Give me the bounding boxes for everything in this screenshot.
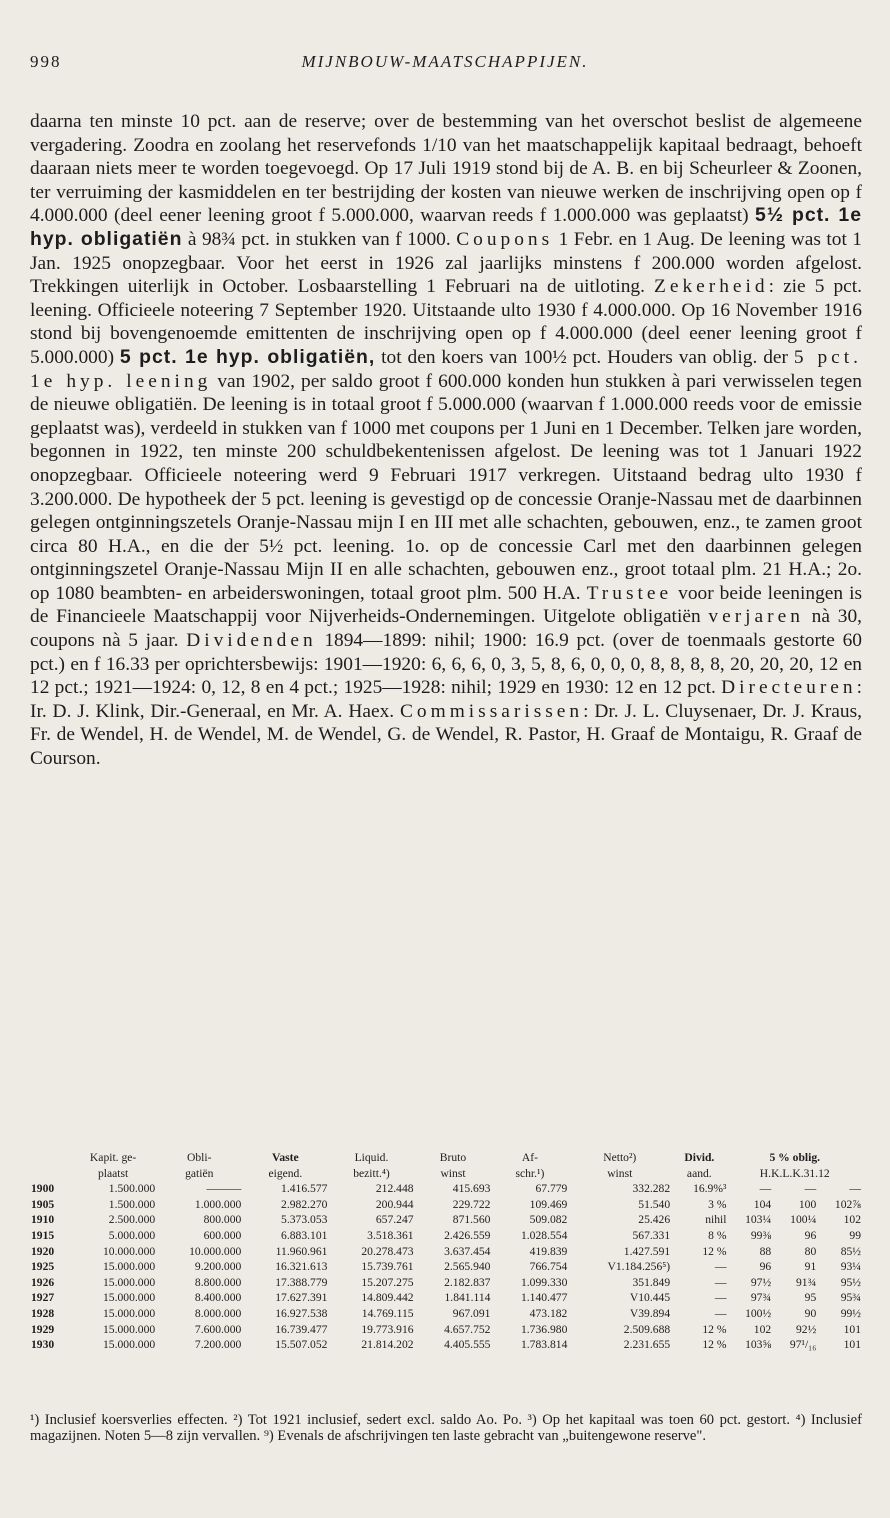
column-header: Netto²)	[603, 1151, 637, 1164]
spaced-term: Zekerheid	[654, 276, 769, 298]
table-cell: ———	[206, 1182, 242, 1196]
loan-heading: 5 pct. 1e hyp. obligatiën,	[119, 345, 376, 368]
column-header: Divid.	[684, 1151, 715, 1164]
spaced-term: Commissarissen	[399, 700, 584, 722]
table-cell: 3.637.454	[444, 1244, 491, 1258]
row-year: 1900	[31, 1182, 55, 1196]
table-cell: 16.739.477	[275, 1322, 328, 1336]
table-cell: 85½	[840, 1244, 861, 1258]
table-cell: 96	[759, 1260, 772, 1274]
table-cell: 967.091	[452, 1306, 491, 1320]
table-cell: 2.565.940	[444, 1260, 491, 1274]
table-cell: 7.600.000	[194, 1322, 242, 1336]
text-run: : Ir. D. J. Klink, Dir.-Generaal, en Mr. A. Haex.	[30, 677, 862, 722]
text-run: voor beide leeningen is de Financieele Maatschappij voor Nijverheids-Ondernemingen. Uitgelote obligatiën	[30, 582, 863, 628]
table-cell: 2.231.655	[623, 1338, 671, 1352]
column-header: eigend.	[268, 1166, 303, 1180]
table-cell: 96	[804, 1228, 817, 1242]
table-row	[30, 1228, 862, 1244]
table-cell: 14.809.442	[361, 1291, 414, 1305]
column-header: 5 % oblig.	[769, 1151, 821, 1164]
table-cell: 51.540	[638, 1197, 671, 1211]
table-cell: 10.000.000	[189, 1244, 242, 1258]
table-cell: 351.849	[632, 1275, 671, 1289]
text-run: à 98¾ pct. in stukken van f 1000.	[182, 228, 457, 250]
table-cell: 16.321.613	[275, 1260, 328, 1274]
row-year: 1930	[31, 1338, 55, 1352]
page-number: 998	[30, 52, 62, 71]
table-row	[30, 1337, 862, 1353]
table-cell: 6.883.101	[281, 1228, 328, 1242]
table-cell: —	[714, 1260, 727, 1274]
table-row	[30, 1322, 862, 1338]
table-cell: 11.960.961	[275, 1244, 328, 1258]
table-cell: 4.657.752	[444, 1322, 491, 1336]
text-run: 1 Febr. en 1 Aug. De leening was tot 1 Jan. 1925 onopzegbaar. Voor het eerst in 1926 zal jaarlijks minstens f 200.000 worden afgelost. Trekkingen uiterlijk in October. Losbaarstelling 1 Februari na de uitloting.	[30, 228, 862, 298]
table-cell: 15.207.275	[361, 1275, 414, 1289]
table-cell: 103⅝	[745, 1338, 772, 1352]
table-cell: 15.739.761	[361, 1260, 414, 1274]
column-header: Obli-	[186, 1151, 212, 1164]
table-cell: 100½	[745, 1306, 772, 1320]
table-cell: 16.927.538	[275, 1306, 328, 1320]
table-cell: 567.331	[632, 1228, 671, 1242]
footnote-text: ¹) Inclusief koersverlies effecten. ²) Tot 1921 inclusief, sedert excl. saldo Ao. Po. ³) Op het kapitaal was toen 60 pct. gestort. ⁴) Inclusief magazijnen. Noten 5—8 zijn vervallen. ⁹) Evenals de afschrijvingen ten laste gebracht van „buitengewone reserve".	[30, 1412, 862, 1444]
table-cell: 1.500.000	[108, 1182, 156, 1196]
table-cell: 415.693	[452, 1182, 491, 1196]
table-row	[30, 1212, 862, 1228]
table-cell: 15.000.000	[103, 1306, 156, 1320]
spaced-term: Directeuren	[721, 677, 857, 699]
table-cell: 12 %	[702, 1244, 727, 1258]
table-cell: V39.894	[629, 1306, 671, 1320]
table-row	[30, 1197, 862, 1213]
table-cell: 95¾	[840, 1291, 861, 1305]
table-cell: —	[714, 1275, 727, 1289]
table-cell: 3.518.361	[367, 1228, 414, 1242]
table-cell: 100	[798, 1197, 817, 1211]
table-cell: 12 %	[702, 1338, 727, 1352]
table-row	[30, 1290, 862, 1306]
column-header: winst	[440, 1166, 466, 1180]
column-header: H.K.L.K.31.12	[759, 1166, 830, 1180]
table-cell: 90	[804, 1306, 817, 1320]
table-cell: 2.500.000	[108, 1213, 156, 1227]
table-cell: 332.282	[632, 1182, 671, 1196]
table-body	[30, 1181, 862, 1353]
table-cell: —	[759, 1182, 772, 1196]
table-cell: 871.560	[452, 1213, 491, 1227]
table-cell: 95	[804, 1291, 817, 1305]
table-cell: 100¼	[790, 1213, 817, 1227]
text-run: : zie 5 pct. leening. Officieele noteering 7 September 1920. Uitstaande ulto 1930 f 4.000.000. Op 16 November 1916 stond bij bovengenoemde emittenten de inschrijving open op f 4.000.000 (deel eener leening groot f 5.000.000)	[30, 276, 862, 368]
table-cell: 91	[804, 1260, 817, 1274]
text-run: tot den koers van 100½ pct. Houders van oblig. der	[375, 346, 794, 368]
table-cell: 10.000.000	[103, 1244, 156, 1258]
table-cell: 97¹/₁₆	[789, 1338, 817, 1352]
table-cell: —	[714, 1306, 727, 1320]
spaced-term: 5 pct. 1e hyp. leening	[30, 346, 862, 392]
text-run: van het maatschappelijk kapitaal bedraagt, behoeft daaraan niets meer te worden toegevoegd. Op 17 Juli 1919 stond bij de A. B. en bij Scheurleer & Zoonen, ter verruiming der kasmiddelen en ter bestrijding der kosten van nieuwe werken de inschrijving open op f 4.000.000 (deel eener leening groot f 5.000.000, waarvan reeds f 1.000.000 was geplaatst)	[30, 134, 862, 227]
table-cell: —	[849, 1182, 861, 1196]
table-cell: 5.373.053	[281, 1213, 328, 1227]
table-cell: —	[804, 1182, 817, 1196]
spaced-term: Trustee	[586, 582, 673, 604]
table-row	[30, 1275, 862, 1291]
table-cell: 25.426	[638, 1213, 671, 1227]
table-cell: 2.182.837	[444, 1275, 491, 1289]
row-year: 1928	[31, 1306, 55, 1320]
table-cell: 20.278.473	[361, 1244, 414, 1258]
column-header: Liquid.	[354, 1151, 389, 1164]
spaced-term: Coupons	[456, 228, 554, 250]
text-run: : Dr. J. L. Cluysenaer, Dr. J. Kraus, Fr. de Wendel, H. de Wendel, M. de Wendel, G. de Wendel, R. Pastor, H. Graaf de Montaigu, R. Graaf de Courson.	[30, 700, 862, 770]
table-cell: 1.736.980	[520, 1322, 568, 1336]
column-header: Af-	[521, 1151, 538, 1164]
table-cell: 4.405.555	[444, 1338, 491, 1352]
table-cell: 1.028.554	[520, 1228, 568, 1242]
table-cell: 97¾	[750, 1291, 772, 1305]
table-cell: V10.445	[629, 1291, 671, 1305]
table-row	[30, 1259, 862, 1275]
table-cell: 102⅞	[834, 1197, 861, 1211]
row-year: 1926	[31, 1275, 55, 1289]
text-run: nà 30, coupons nà 5 jaar.	[30, 606, 862, 652]
table-row	[30, 1181, 862, 1197]
company-paragraph	[30, 110, 862, 771]
table-cell: 101	[843, 1338, 861, 1352]
header-row-1	[30, 1150, 862, 1166]
table-cell: V1.184.256⁵)	[607, 1260, 671, 1274]
table-cell: nihil	[705, 1213, 727, 1227]
page-header	[30, 52, 860, 80]
table-cell: 88	[759, 1244, 772, 1258]
column-header	[30, 1166, 70, 1182]
table-cell: 200.944	[375, 1197, 414, 1211]
table-cell: 15.000.000	[103, 1291, 156, 1305]
table-cell: 8.000.000	[194, 1306, 242, 1320]
table-cell: 8.400.000	[194, 1291, 242, 1305]
column-header: bezitt.⁴)	[353, 1166, 390, 1180]
table-cell: 7.200.000	[194, 1338, 242, 1352]
column-header: Bruto	[439, 1151, 467, 1164]
table-cell: 473.182	[529, 1306, 568, 1320]
table-cell: —	[714, 1291, 727, 1305]
table-cell: 509.082	[529, 1213, 568, 1227]
table-row	[30, 1244, 862, 1260]
table-cell: 1.140.477	[520, 1291, 568, 1305]
column-header: gatiën	[185, 1166, 214, 1180]
table-row	[30, 1306, 862, 1322]
row-year: 1915	[31, 1228, 55, 1242]
table-cell: 91¾	[795, 1275, 817, 1289]
row-year: 1927	[31, 1291, 55, 1305]
row-year: 1910	[31, 1213, 55, 1227]
table-cell: 800.000	[203, 1213, 242, 1227]
table-cell: 1.427.591	[623, 1244, 671, 1258]
column-header: schr.¹)	[515, 1166, 545, 1180]
table-cell: 1.099.330	[520, 1275, 568, 1289]
table-cell: 15.000.000	[103, 1322, 156, 1336]
text-run: van 1902, per saldo groot f 600.000 konden hun stukken à pari verwisselen tegen de nieuwe obligatiën. De leening is in totaal groot f 5.000.000 (waarvan f 1.000.000 reeds voor de emissie geplaatst was), verdeeld in stukken van f 1000 met coupons per 1 Juni en 1 December. Telken jare worden, begonnen in 1922, ten minste 200 schuldbekentenissen afgelost. De leening was tot 1 Januari 1922 onopzegbaar. Officieele noteering werd 9 Februari 1917 verkregen. Uitstaand bedrag ulto 1930 f 3.200.000. De hypotheek der 5 pct. leening is gevestigd op de concessie Oranje-Nassau met de daarbinnen gelegen ontginningszetels Oranje-Nassau mijn I en III met alle schachten, gebouwen, enz., te zamen groot circa 80 H.A., en die der 5½ pct. leening. 1o. op de concessie Carl met den daarbinnen gelegen ontginningszetel Oranje-Nassau Mijn II en alle schachten, gebouwen enz., groot totaal plm. 21 H.A.; 2o. op 1080 beambten- en arbeiderswoningen, totaal groot plm. 500 H.A.	[30, 370, 862, 604]
running-title: MIJNBOUW-MAATSCHAPPIJEN.	[301, 52, 589, 71]
fraction: 1/10	[422, 134, 457, 156]
table-cell: 93¼	[840, 1260, 861, 1274]
row-year: 1929	[31, 1322, 55, 1336]
table-cell: 103¼	[745, 1213, 772, 1227]
table-cell: 101	[843, 1322, 861, 1336]
table-cell: 92½	[795, 1322, 817, 1336]
table-cell: 17.388.779	[275, 1275, 328, 1289]
column-header: plaatst	[97, 1166, 129, 1180]
column-header: Vaste	[272, 1151, 299, 1164]
table-cell: 1.841.114	[444, 1291, 491, 1305]
text-run: 1894—1899: nihil; 1900: 16.9 pct. (over de toenmaals gestorte 60 pct.) en f 16.33 per oprichtersbewijs: 1901—1920: 6, 6, 6, 0, 3, 5, 8, 6, 0, 0, 0, 8, 8, 8, 8, 20, 20, 20, 12 en 12 pct.; 1921—1924: 0, 12, 8 en 4 pct.; 1925—1928: nihil; 1929 en 1930: 12 en 12 pct.	[30, 630, 862, 699]
table-cell: 104	[753, 1197, 772, 1211]
table-cell: 2.509.688	[623, 1322, 671, 1336]
spaced-term: verjaren	[708, 606, 804, 628]
footnotes	[30, 1412, 862, 1444]
table-cell: 67.779	[535, 1182, 568, 1196]
table-cell: 17.627.391	[275, 1291, 328, 1305]
table-cell: 1.000.000	[194, 1197, 242, 1211]
table-cell: 102	[753, 1322, 772, 1336]
table-cell: 12 %	[702, 1322, 727, 1336]
table-cell: 8 %	[708, 1228, 727, 1242]
row-year: 1905	[31, 1197, 55, 1211]
table-cell: 419.839	[529, 1244, 568, 1258]
table-cell: 99	[849, 1228, 861, 1242]
table-cell: 212.448	[375, 1182, 414, 1196]
loan-heading: 5½ pct. 1e hyp. obligatiën	[30, 204, 862, 250]
table-cell: 600.000	[203, 1228, 242, 1242]
spaced-term: Dividenden	[186, 630, 317, 652]
table-cell: 1.500.000	[108, 1197, 156, 1211]
table-cell: 15.000.000	[103, 1275, 156, 1289]
table-cell: 3 %	[708, 1197, 727, 1211]
table-cell: 14.769.115	[361, 1306, 414, 1320]
column-header	[30, 1150, 70, 1166]
table-cell: 109.469	[529, 1197, 568, 1211]
table-cell: 1.783.814	[520, 1338, 568, 1352]
table-cell: 15.000.000	[103, 1260, 156, 1274]
column-header: winst	[607, 1166, 633, 1180]
table-cell: 229.722	[452, 1197, 491, 1211]
table-cell: 80	[804, 1244, 817, 1258]
table-cell: 99½	[840, 1306, 861, 1320]
row-year: 1925	[31, 1260, 55, 1274]
table-cell: 766.754	[529, 1260, 568, 1274]
table-cell: 99⅜	[750, 1228, 772, 1242]
body-text	[30, 110, 862, 771]
financial-table	[30, 1150, 862, 1353]
table-cell: 2.426.559	[444, 1228, 491, 1242]
table-cell: 9.200.000	[194, 1260, 242, 1274]
table-cell: 97½	[750, 1275, 772, 1289]
table-cell: 15.507.052	[275, 1338, 328, 1352]
table-cell: 21.814.202	[361, 1338, 414, 1352]
column-header: aand.	[686, 1166, 712, 1180]
table-cell: 16.9%³	[693, 1182, 727, 1196]
table-cell: 15.000.000	[103, 1338, 156, 1352]
table-cell: 657.247	[375, 1213, 414, 1227]
column-header: Kapit. ge-	[89, 1151, 137, 1164]
table-cell: 5.000.000	[108, 1228, 156, 1242]
table-cell: 2.982.270	[281, 1197, 328, 1211]
text-run: daarna ten minste 10 pct. aan de reserve; over de bestemming van het overschot beslist de algemeene vergadering. Zoodra en zoolang het reservefonds	[30, 111, 862, 156]
table-cell: 95½	[840, 1275, 861, 1289]
header-row-2	[30, 1166, 862, 1182]
table-cell: 1.416.577	[281, 1182, 328, 1196]
table-cell: 19.773.916	[361, 1322, 414, 1336]
table-cell: 8.800.000	[194, 1275, 242, 1289]
table-cell: 102	[843, 1213, 861, 1227]
row-year: 1920	[31, 1244, 55, 1258]
